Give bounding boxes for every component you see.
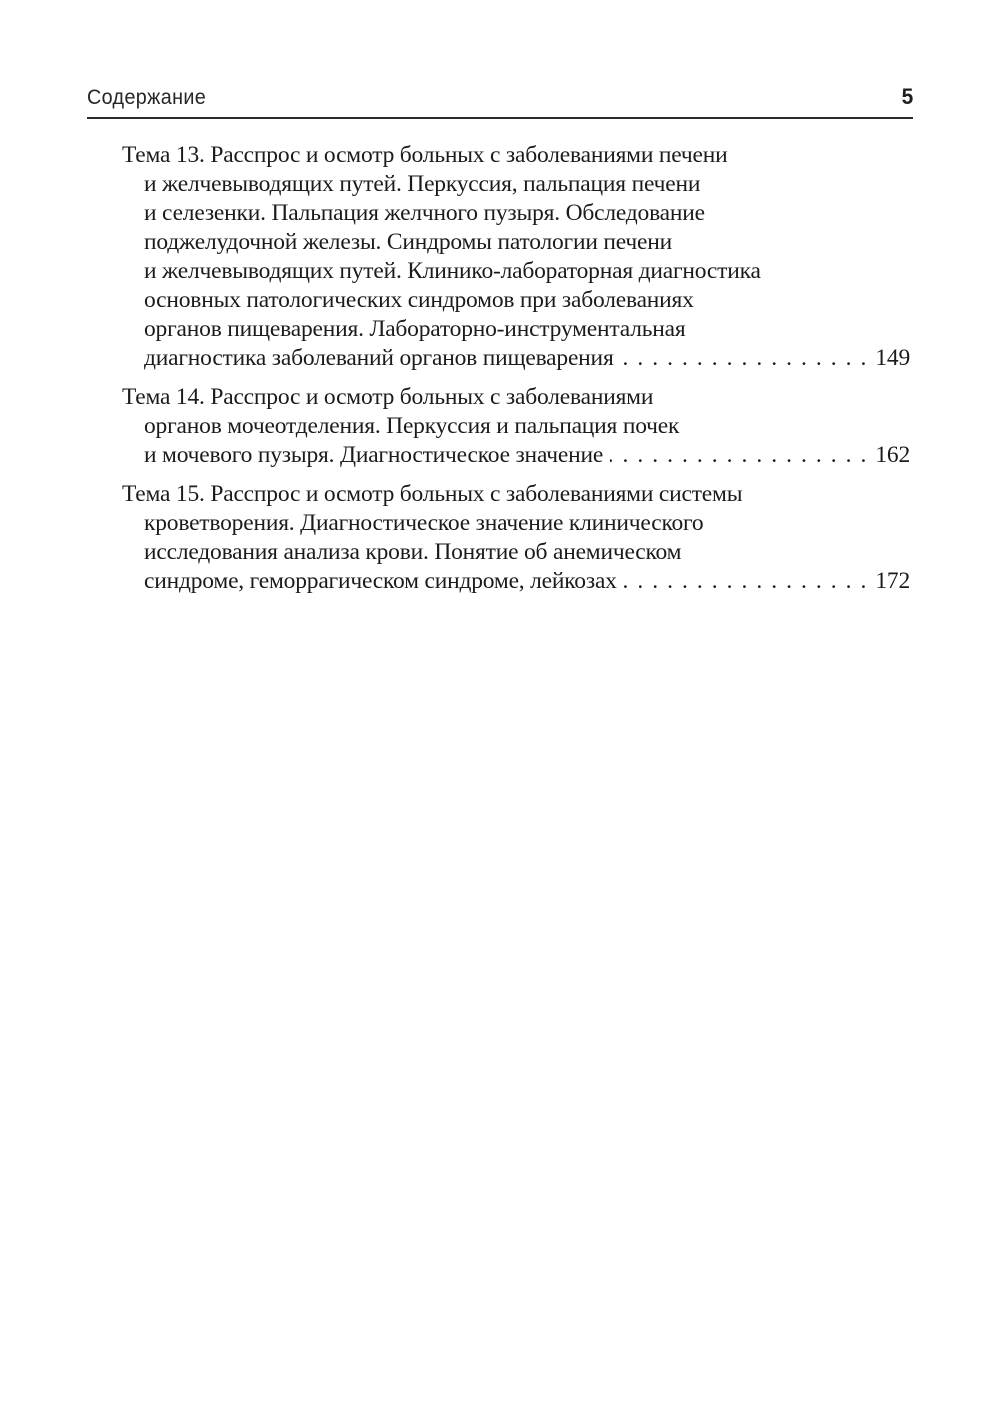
toc-page-number: 162 bbox=[875, 442, 910, 468]
toc-line: поджелудочной железы. Синдромы патологии печени bbox=[144, 229, 673, 255]
toc-line: Тема 14. Расспрос и осмотр больных с заболеваниями bbox=[122, 384, 654, 410]
toc-entry-tema-15 bbox=[88, 480, 910, 596]
toc-entry-tema-13 bbox=[88, 141, 910, 373]
toc-line: органов пищеварения. Лабораторно-инструментальная bbox=[144, 316, 686, 342]
page-number: 5 bbox=[901, 84, 913, 109]
dot-leader bbox=[621, 344, 876, 373]
toc-line: кроветворения. Диагностическое значение клинического bbox=[144, 510, 704, 536]
toc-line-with-page bbox=[144, 567, 910, 596]
toc-line-text: диагностика заболеваний органов пищеварения bbox=[144, 345, 614, 371]
dot-leader bbox=[610, 441, 875, 470]
dot-leader bbox=[624, 567, 876, 596]
toc-line: органов мочеотделения. Перкуссия и пальпация почек bbox=[144, 413, 680, 439]
toc-line: Тема 15. Расспрос и осмотр больных с заболеваниями системы bbox=[122, 481, 743, 507]
toc-line-with-page bbox=[144, 344, 910, 373]
toc-line: основных патологических синдромов при заболеваниях bbox=[144, 287, 694, 313]
toc-line: и селезенки. Пальпация желчного пузыря. Обследование bbox=[144, 200, 705, 226]
toc-line: и желчевыводящих путей. Перкуссия, пальпация печени bbox=[144, 171, 701, 197]
table-of-contents bbox=[88, 141, 910, 596]
toc-line-text: синдроме, геморрагическом синдроме, лейкозах bbox=[144, 568, 617, 594]
toc-line-text: и мочевого пузыря. Диагностическое значение bbox=[144, 442, 604, 468]
toc-page-number: 149 bbox=[875, 345, 910, 371]
toc-entry-tema-14 bbox=[88, 383, 910, 470]
toc-line-with-page bbox=[144, 441, 910, 470]
toc-line: Тема 13. Расспрос и осмотр больных с заболеваниями печени bbox=[122, 142, 728, 168]
running-header-title: Содержание bbox=[87, 86, 207, 109]
toc-line: и желчевыводящих путей. Клинико-лабораторная диагностика bbox=[144, 258, 761, 284]
toc-line: исследования анализа крови. Понятие об анемическом bbox=[144, 539, 682, 565]
page-header bbox=[87, 84, 913, 119]
toc-page-number: 172 bbox=[875, 568, 910, 594]
